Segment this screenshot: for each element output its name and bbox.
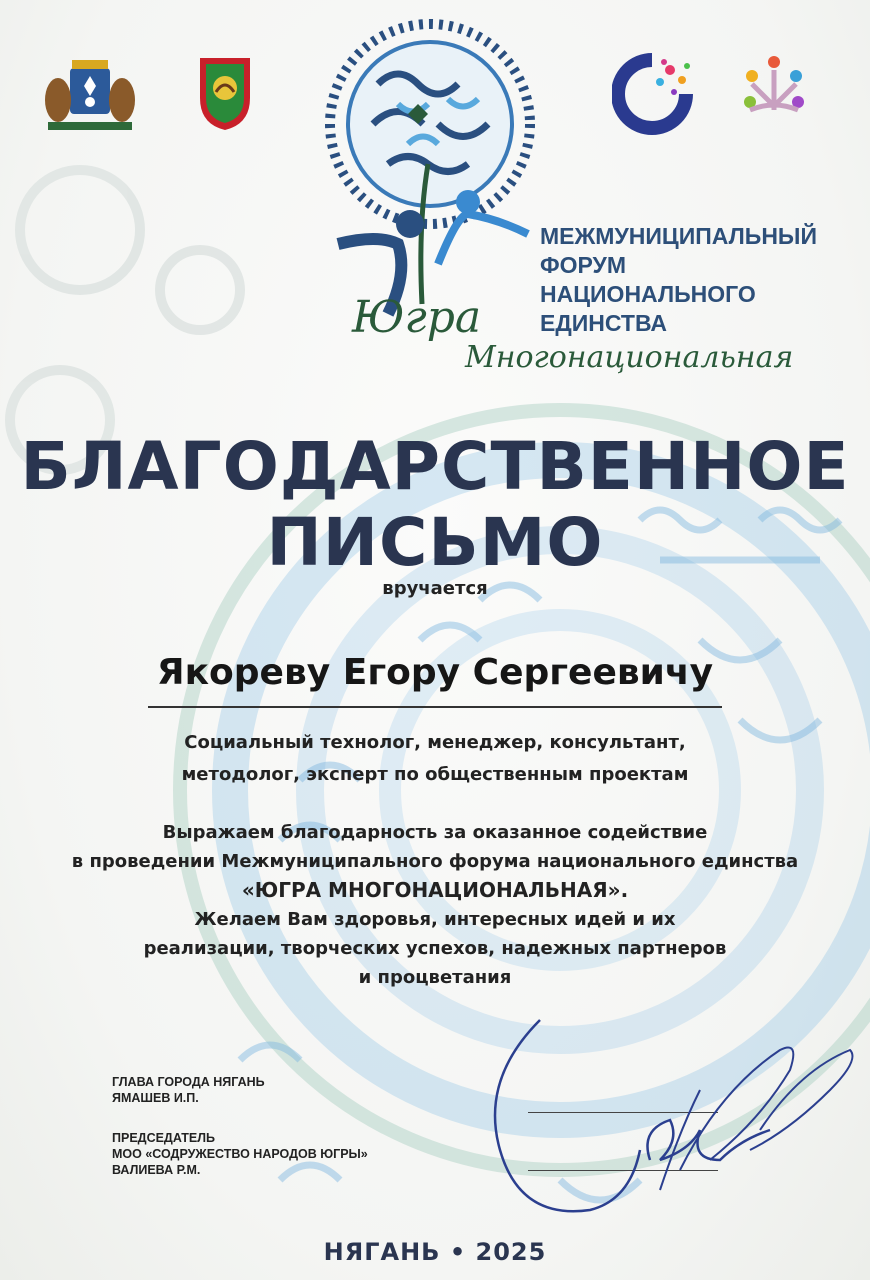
handwritten-signatures (480, 1010, 870, 1240)
footer-place-year (0, 1238, 870, 1266)
profession-line: методолог, эксперт по общественным проектам (181, 764, 689, 785)
signatory-title: ПРЕДСЕДАТЕЛЬ (112, 1131, 215, 1145)
body-line: Желаем Вам здоровья, интересных идей и их (194, 909, 676, 930)
body-line: реализации, творческих успехов, надежных партнеров (143, 938, 727, 959)
signatory-org: МОО «СОДРУЖЕСТВО НАРОДОВ ЮГРЫ» (112, 1147, 368, 1161)
coat-of-arms-khmao-icon (42, 58, 138, 134)
gratitude-text (40, 818, 830, 992)
logo-script-sub: Многонациональная (465, 340, 794, 375)
signatory-name: ЯМАШЕВ И.П. (112, 1091, 199, 1105)
body-line: и процветания (358, 967, 512, 988)
signatory-name: ВАЛИЕВА Р.М. (112, 1163, 201, 1177)
people-rainbow-logo-icon (736, 50, 812, 134)
forum-line: ФОРУМ (540, 252, 627, 278)
name-underline (148, 706, 722, 708)
document-title-line2: ПИСЬМО (266, 504, 604, 581)
coat-of-arms-nyagan-icon (196, 52, 254, 132)
forum-title (540, 222, 840, 338)
signatory-title: ГЛАВА ГОРОДА НЯГАНЬ (112, 1075, 265, 1089)
circle-dots-logo-icon (612, 52, 696, 136)
recipient-name: Якореву Егору Сергеевичу (156, 652, 714, 693)
body-line-forum-name: «ЮГРА МНОГОНАЦИОНАЛЬНАЯ». (241, 878, 629, 902)
bullet-separator: • (449, 1238, 476, 1266)
signatory-chair (112, 1130, 368, 1178)
forum-line: НАЦИОНАЛЬНОГО (540, 281, 756, 307)
logo-script-main: Югра (352, 292, 482, 343)
body-line: Выражаем благодарность за оказанное содействие (162, 822, 708, 843)
document-title-line1: БЛАГОДАРСТВЕННОЕ (20, 428, 850, 505)
forum-line: МЕЖМУНИЦИПАЛЬНЫЙ (540, 223, 817, 249)
body-line: в проведении Межмуниципального форума национального единства (71, 851, 799, 872)
profession-line: Социальный технолог, менеджер, консультант, (184, 732, 686, 753)
footer-city: НЯГАНЬ (323, 1238, 441, 1266)
footer-year: 2025 (475, 1238, 547, 1266)
signatory-head-of-city (112, 1074, 265, 1106)
awarded-text: вручается (382, 578, 488, 599)
recipient-profession (0, 727, 870, 791)
forum-line: ЕДИНСТВА (540, 310, 668, 336)
